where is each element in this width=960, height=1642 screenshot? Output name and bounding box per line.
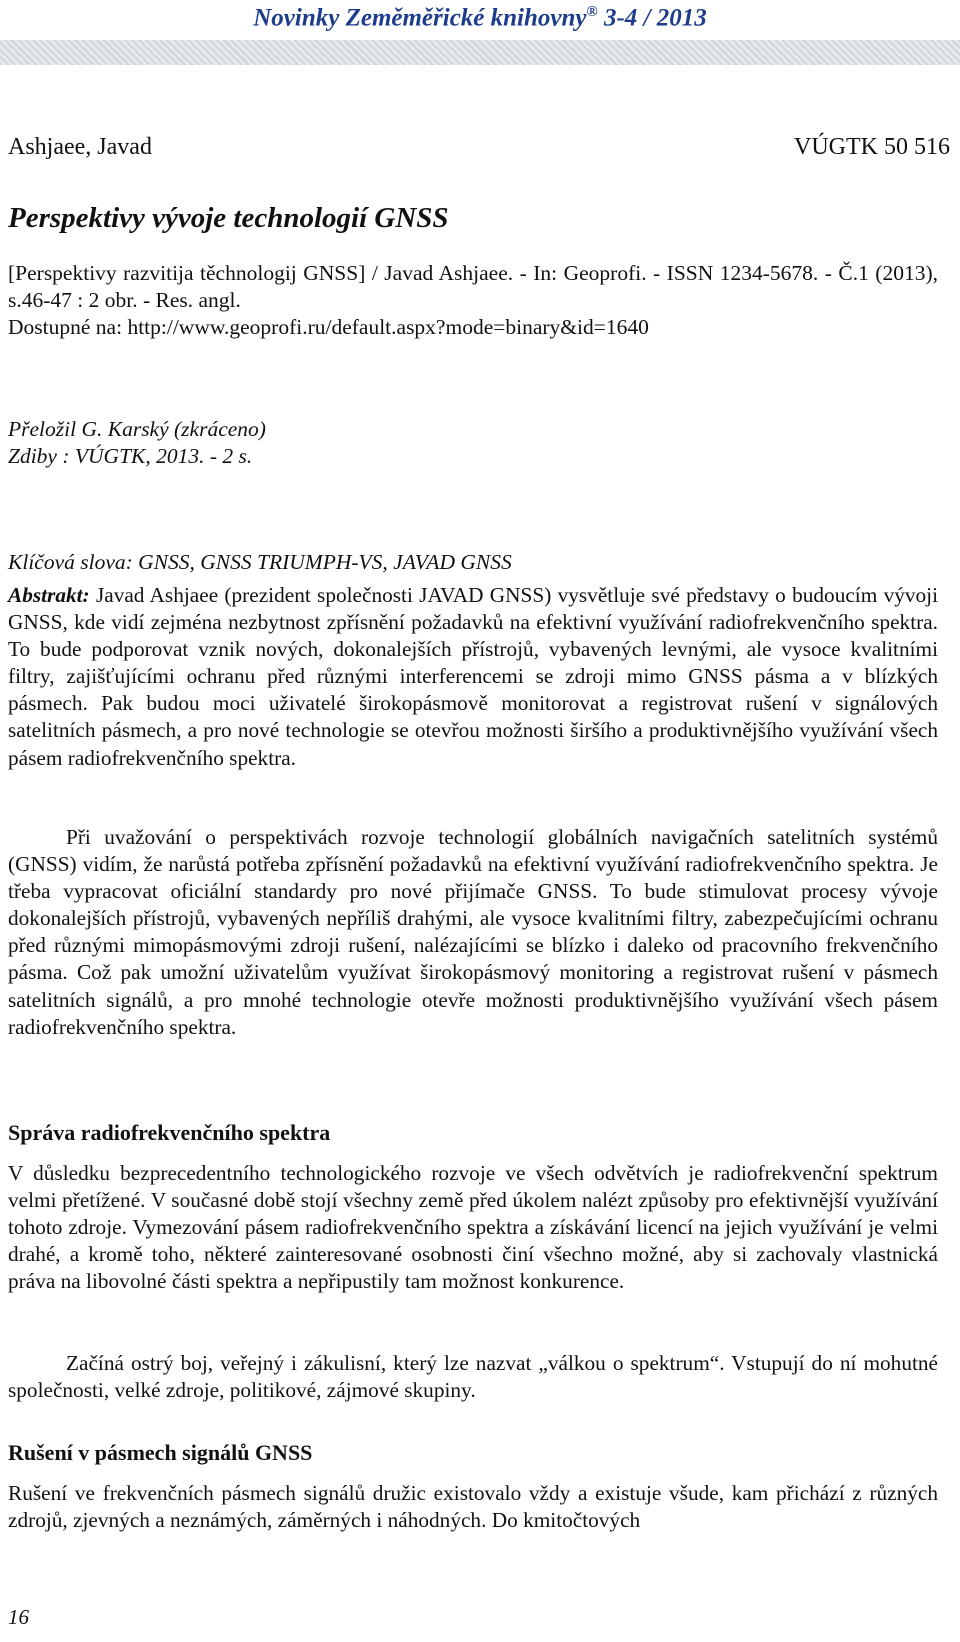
translation-block	[8, 416, 266, 470]
header-pattern-band	[0, 40, 960, 65]
interference-paragraph-1: Rušení ve frekvenčních pásmech signálů družic existovalo vždy a existuje všude, kam přichází z různých zdrojů, zjevných a neznámých, záměrných i náhodných. Do kmitočtových	[8, 1481, 938, 1533]
keywords: Klíčová slova: GNSS, GNSS TRIUMPH-VS, JAVAD GNSS	[8, 550, 512, 574]
library-signature: VÚGTK 50 516	[794, 134, 950, 160]
journal-issue: 3-4 / 2013	[603, 4, 707, 32]
citation-block	[8, 260, 938, 341]
abstract-label: Abstrakt:	[8, 583, 90, 607]
abstract-text: Javad Ashjaee (prezident společnosti JAVAD GNSS) vysvětluje své představy o budoucím vývoji GNSS, kde vidí zejména nezbytnost zpřísnění požadavků na efektivní využívání radiofrekvenčního spektra. To bude podporovat vznik nových, dokonalejších přístrojů, vybavených levnými, ale vysoce kvalitními filtry, zajišťujícími ochranu před různými interferencemi se zdroji mimo GNSS pásma a v blízkých pásmech. Pak budou moci uživatelé širokopásmově monitorovat a registrovat rušení v signálových satelitních pásmech, a pro nové technologie se otevřou možnosti širšího a produktivnějšího využívání všech pásem radiofrekvenčního spektra.	[8, 583, 939, 770]
journal-header	[0, 0, 960, 42]
spectrum-paragraph-1: V důsledku bezprecedentního technologického rozvoje ve všech odvětvích je radiofrekvenční spektrum velmi přetížené. V současné době stojí všechny země před úkolem nalézt způsoby pro efektivnější využívání tohoto zdroje. Vymezování pásem radiofrekvenčního spektra a získávání licencí na jejich využívání je velmi drahé, a kromě toho, některé zainteresované osobnosti činí všechno možné, aby si zachovaly vlastnická práva na libovolné části spektra a nepřipustily tam možnost konkurence.	[8, 1161, 938, 1294]
source-link[interactable]: http://www.geoprofi.ru/default.aspx?mode=binary&id=1640	[127, 315, 649, 339]
journal-name: Novinky Zeměměřické knihovny	[253, 4, 587, 32]
availability-line	[8, 314, 938, 341]
author: Ashjaee, Javad	[8, 134, 152, 160]
citation-text: [Perspektivy razvitija těchnologij GNSS] / Javad Ashjaee. - In: Geoprofi. - ISSN 1234-5678. - Č.1 (2013), s.46-47 : 2 obr. - Res. angl.	[8, 261, 938, 312]
section-heading-spectrum: Správa radiofrekvenčního spektra	[8, 1120, 331, 1145]
translator: Přeložil G. Karský (zkráceno)	[8, 417, 266, 441]
spectrum-paragraph-2: Začíná ostrý boj, veřejný i zákulisní, který lze nazvat „válkou o spektrum“. Vstupují do ní mohutné společnosti, velké zdroje, politikové, zájmové skupiny.	[8, 1351, 938, 1403]
publisher: Zdiby : VÚGTK, 2013. - 2 s.	[8, 444, 253, 468]
article-title: Perspektivy vývoje technologií GNSS	[8, 202, 449, 234]
abstract-paragraph	[8, 582, 938, 772]
registered-mark: ®	[586, 4, 598, 20]
author-row	[8, 134, 950, 161]
intro-paragraph: Při uvažování o perspektivách rozvoje technologií globálních navigačních satelitních systémů (GNSS) vidím, že narůstá potřeba zpřísnění požadavků na efektivní využívání radiofrekvenčního spektra. Je třeba vypracovat oficiální standardy pro nové přijímače GNSS. To bude stimulovat procesy vývoje dokonalejších přístrojů, vybavených nepříliš drahými, ale vysoce kvalitními filtry, zabezpečujícími ochranu před různými mimopásmovými zdroji rušení, nalézajícími se blízko i daleko od pracovního frekvenčního pásma. Což pak umožní uživatelům využívat širokopásmový monitoring a registrovat rušení v pásmech satelitních signálů, a pro mnohé technologie otevře možnosti produktivnějšího využívání všech pásem radiofrekvenčního spektra.	[8, 825, 938, 1039]
page-number: 16	[8, 1605, 29, 1629]
available-label: Dostupné na:	[8, 315, 123, 339]
section-heading-interference: Rušení v pásmech signálů GNSS	[8, 1440, 313, 1465]
